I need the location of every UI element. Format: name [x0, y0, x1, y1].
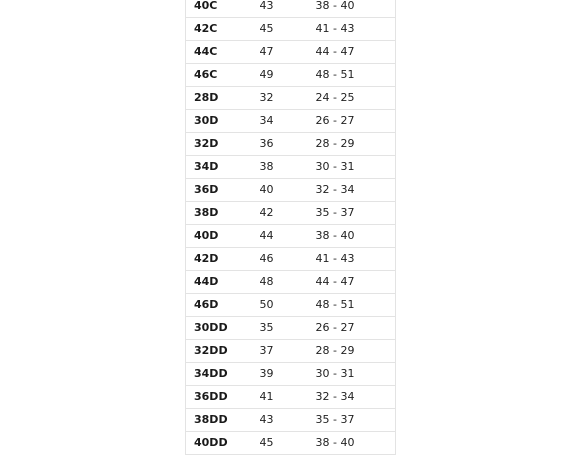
underbust-cell: 41 - 43: [308, 248, 396, 271]
underbust-cell: 28 - 29: [308, 133, 396, 156]
table-row: [186, 386, 396, 409]
underbust-cell: 28 - 29: [308, 340, 396, 363]
underbust-cell: 32 - 34: [308, 179, 396, 202]
size-cell: 34D: [186, 156, 252, 179]
underbust-cell: 26 - 27: [308, 317, 396, 340]
underbust-cell: 26 - 27: [308, 110, 396, 133]
table-row: [186, 248, 396, 271]
bust-cell: 50: [252, 294, 308, 317]
size-cell: 30D: [186, 110, 252, 133]
table-row: [186, 0, 396, 18]
table-row: [186, 18, 396, 41]
bust-cell: 48: [252, 271, 308, 294]
bust-cell: 46: [252, 248, 308, 271]
bust-cell: 35: [252, 317, 308, 340]
underbust-cell: 38 - 40: [308, 432, 396, 455]
underbust-cell: 44 - 47: [308, 271, 396, 294]
bust-cell: 49: [252, 64, 308, 87]
table-row: [186, 156, 396, 179]
size-cell: 30DD: [186, 317, 252, 340]
bust-cell: 43: [252, 409, 308, 432]
bust-cell: 42: [252, 202, 308, 225]
table-row: [186, 202, 396, 225]
table-row: [186, 317, 396, 340]
underbust-cell: 41 - 43: [308, 18, 396, 41]
bust-cell: 43: [252, 0, 308, 18]
size-cell: 46C: [186, 64, 252, 87]
table-row: [186, 64, 396, 87]
underbust-cell: 48 - 51: [308, 64, 396, 87]
size-cell: 32DD: [186, 340, 252, 363]
bust-cell: 44: [252, 225, 308, 248]
bust-cell: 38: [252, 156, 308, 179]
underbust-cell: 35 - 37: [308, 409, 396, 432]
size-cell: 32D: [186, 133, 252, 156]
size-cell: 44D: [186, 271, 252, 294]
bust-cell: 40: [252, 179, 308, 202]
size-cell: 40DD: [186, 432, 252, 455]
size-cell: 36D: [186, 179, 252, 202]
table-row: [186, 225, 396, 248]
size-cell: 34DD: [186, 363, 252, 386]
table-row: [186, 179, 396, 202]
bust-cell: 37: [252, 340, 308, 363]
table-row: [186, 110, 396, 133]
underbust-cell: 38 - 40: [308, 0, 396, 18]
size-cell: 44C: [186, 41, 252, 64]
bust-cell: 45: [252, 432, 308, 455]
size-cell: 40D: [186, 225, 252, 248]
underbust-cell: 38 - 40: [308, 225, 396, 248]
underbust-cell: 35 - 37: [308, 202, 396, 225]
bust-cell: 32: [252, 87, 308, 110]
size-cell: 42C: [186, 18, 252, 41]
size-cell: 42D: [186, 248, 252, 271]
size-cell: 36DD: [186, 386, 252, 409]
bust-cell: 36: [252, 133, 308, 156]
bust-cell: 34: [252, 110, 308, 133]
size-cell: 38D: [186, 202, 252, 225]
underbust-cell: 30 - 31: [308, 363, 396, 386]
underbust-cell: 44 - 47: [308, 41, 396, 64]
table-row: [186, 294, 396, 317]
underbust-cell: 30 - 31: [308, 156, 396, 179]
underbust-cell: 48 - 51: [308, 294, 396, 317]
table-row: [186, 340, 396, 363]
table-row: [186, 133, 396, 156]
size-cell: 40C: [186, 0, 252, 18]
size-chart-table: [185, 0, 396, 455]
underbust-cell: 32 - 34: [308, 386, 396, 409]
bust-cell: 41: [252, 386, 308, 409]
table-row: [186, 432, 396, 455]
table-row: [186, 41, 396, 64]
table-row: [186, 363, 396, 386]
size-cell: 46D: [186, 294, 252, 317]
bust-cell: 47: [252, 41, 308, 64]
table-row: [186, 409, 396, 432]
table-row: [186, 87, 396, 110]
size-cell: 28D: [186, 87, 252, 110]
bust-cell: 39: [252, 363, 308, 386]
table-row: [186, 271, 396, 294]
underbust-cell: 24 - 25: [308, 87, 396, 110]
bust-cell: 45: [252, 18, 308, 41]
size-cell: 38DD: [186, 409, 252, 432]
